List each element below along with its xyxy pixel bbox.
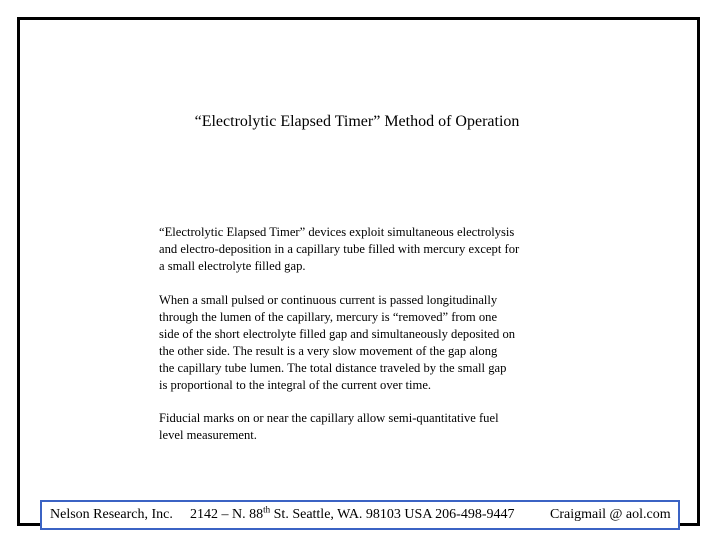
paragraph-line: a small electrolyte filled gap.	[159, 259, 306, 273]
paragraph-2	[159, 292, 579, 394]
paragraph-line: the other side. The result is a very slow movement of the gap along	[159, 344, 498, 358]
slide-title: “Electrolytic Elapsed Timer” Method of Operation	[194, 113, 520, 130]
footer-street-ordinal: th	[263, 504, 271, 515]
paragraph-line: Fiducial marks on or near the capillary allow semi-quantitative fuel	[159, 411, 499, 425]
footer-address	[190, 502, 515, 528]
paragraph-line: level measurement.	[159, 428, 257, 442]
paragraph-1	[159, 224, 579, 275]
paragraph-line: the capillary tube lumen. The total distance traveled by the small gap	[159, 361, 507, 375]
paragraph-line: When a small pulsed or continuous current is passed longitudinally	[159, 293, 498, 307]
paragraph-line: “Electrolytic Elapsed Timer” devices exploit simultaneous electrolysis	[159, 225, 515, 239]
paragraph-line: through the lumen of the capillary, mercury is “removed” from one	[159, 310, 498, 324]
paragraph-line: side of the short electrolyte filled gap and simultaneously deposited on	[159, 327, 516, 341]
footer-street-rest: St. Seattle, WA. 98103 USA 206-498-9447	[270, 507, 515, 522]
footer-company: Nelson Research, Inc.	[50, 507, 173, 522]
paragraph-3	[159, 410, 579, 444]
paragraph-line: is proportional to the integral of the current over time.	[159, 378, 432, 392]
footer-contact-bar	[40, 500, 680, 530]
paragraph-line: and electro-deposition in a capillary tube filled with mercury except for	[159, 242, 520, 256]
footer-email: Craigmail @ aol.com	[550, 507, 671, 522]
footer-street-prefix: 2142 – N. 88	[190, 507, 264, 522]
